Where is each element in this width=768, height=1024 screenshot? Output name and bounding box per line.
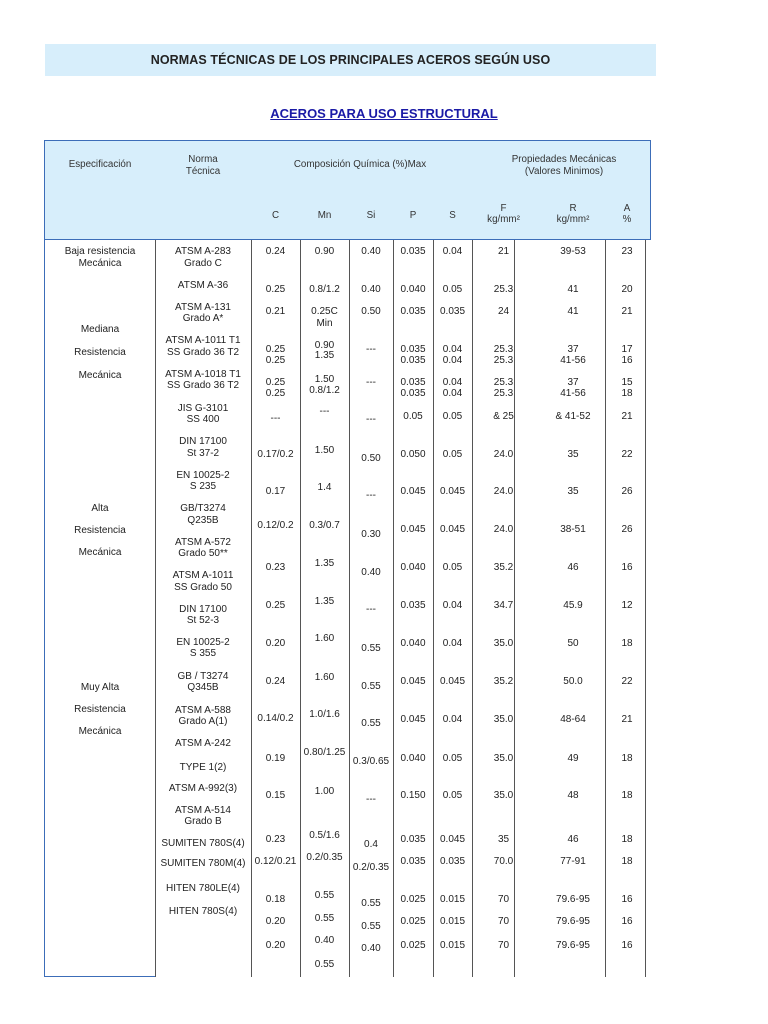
category-label: Resistencia [74, 704, 126, 715]
norm-label: ATSM A-242 [175, 738, 231, 749]
value-f: 70 [497, 894, 510, 905]
value-r: 39-53 [560, 246, 586, 257]
value-p: 0.045 [400, 676, 426, 687]
value-si: 0.40 [361, 943, 381, 954]
value-r: 77-91 [560, 856, 586, 867]
value-a: 18 [621, 388, 633, 399]
value-si: 0.40 [361, 246, 381, 257]
value-p: 0.035 [400, 246, 426, 257]
value-mn: 0.3/0.7 [309, 520, 340, 531]
value-si: 0.40 [361, 567, 381, 578]
value-r: 38-51 [560, 524, 586, 535]
header-unit-r: kg/mm² [556, 214, 590, 225]
value-f: 35 [497, 834, 510, 845]
norm-label: ATSM A-36 [177, 280, 229, 291]
value-mn: 1.50 [314, 445, 335, 456]
value-s: 0.05 [442, 411, 463, 422]
value-r: 79.6-95 [556, 940, 590, 951]
norm-label: DIN 17100 [179, 604, 227, 615]
norm-label: ATSM A-992(3) [168, 783, 238, 794]
value-mn: 1.0/1.6 [309, 709, 340, 720]
header-tecnica: Técnica [185, 166, 221, 177]
value-f: 24.0 [493, 449, 514, 460]
value-p: 0.050 [400, 449, 426, 460]
norm-label: JIS G-3101 [177, 403, 229, 414]
norm-label: ATSM A-514 [175, 805, 231, 816]
value-c: 0.18 [265, 894, 286, 905]
value-mn: 1.60 [314, 633, 335, 644]
value-s: 0.045 [439, 834, 466, 845]
value-a: 16 [621, 894, 633, 905]
norm-label: HITEN 780LE(4) [166, 883, 240, 894]
value-r: 50.0 [563, 676, 583, 687]
value-si: 0.3/0.65 [352, 756, 390, 767]
value-mn: 0.2/0.35 [306, 852, 343, 863]
header-especificacion: Especificación [68, 159, 132, 170]
value-si: --- [366, 377, 376, 388]
value-si: 0.4 [364, 839, 378, 850]
value-mn: 1.00 [314, 786, 335, 797]
norm-label: DIN 17100 [179, 436, 227, 447]
value-mn: 0.55 [314, 890, 335, 901]
value-s: 0.015 [439, 916, 466, 927]
header-col-mn: Mn [317, 210, 332, 221]
header-col-c: C [271, 210, 280, 221]
norm-label: St 37-2 [186, 448, 220, 459]
value-mn: 1.35 [314, 596, 335, 607]
value-s: 0.04 [442, 355, 463, 366]
value-p: 0.040 [400, 753, 426, 764]
page-title-banner [45, 44, 656, 76]
header-unit-a: % [622, 214, 632, 225]
value-s: 0.05 [442, 562, 463, 573]
value-c: 0.14/0.2 [257, 713, 294, 724]
value-s: 0.045 [439, 524, 466, 535]
value-s: 0.04 [442, 344, 463, 355]
value-a: 18 [621, 638, 633, 649]
value-si: --- [366, 490, 376, 501]
category-label: Mecánica [78, 370, 122, 381]
category-label: Mecánica [78, 547, 122, 558]
value-s: 0.04 [442, 714, 463, 725]
value-si: 0.55 [361, 643, 381, 654]
norm-label: SS Grado 36 T2 [166, 380, 240, 391]
value-f: 70 [497, 916, 510, 927]
value-s: 0.04 [442, 377, 463, 388]
value-r: 41 [567, 284, 579, 295]
value-mn: --- [319, 406, 330, 417]
value-s: 0.035 [439, 306, 466, 317]
value-si: 0.30 [361, 529, 381, 540]
value-s: 0.05 [442, 790, 463, 801]
value-si: 0.40 [361, 284, 381, 295]
value-p: 0.040 [400, 284, 426, 295]
header-col-f: F [500, 203, 507, 214]
norm-label: ATSM A-588 [175, 705, 231, 716]
value-a: 21 [621, 714, 633, 725]
value-s: 0.045 [439, 676, 466, 687]
category-label: Baja resistencia [64, 246, 136, 257]
value-c: 0.12/0.2 [257, 520, 294, 531]
norm-label: Grado 50** [178, 548, 228, 559]
value-f: 35.0 [493, 714, 514, 725]
value-a: 15 [621, 377, 633, 388]
value-r: 79.6-95 [556, 916, 590, 927]
value-mn: Min [316, 318, 333, 329]
value-c: 0.20 [265, 940, 286, 951]
norm-label: Q345B [187, 682, 219, 693]
value-r: & 41-52 [555, 411, 591, 422]
value-r: 48-64 [560, 714, 586, 725]
value-si: 0.50 [361, 453, 381, 464]
value-s: 0.05 [442, 284, 463, 295]
category-label: Muy Alta [80, 682, 120, 693]
value-a: 22 [621, 449, 633, 460]
value-a: 17 [621, 344, 633, 355]
steel-table [44, 140, 651, 977]
section-title-text: ACEROS PARA USO ESTRUCTURAL [270, 106, 498, 121]
value-c: 0.24 [265, 246, 286, 257]
value-a: 18 [621, 790, 633, 801]
value-si: 0.55 [361, 718, 381, 729]
column-divider [645, 240, 646, 977]
value-f: 25.3 [493, 355, 514, 366]
header-col-r: R [569, 203, 577, 214]
value-p: 0.035 [400, 834, 426, 845]
value-s: 0.015 [439, 940, 466, 951]
value-f: 24.0 [493, 524, 514, 535]
value-p: 0.035 [400, 856, 426, 867]
value-a: 22 [621, 676, 633, 687]
value-f: 70.0 [493, 856, 514, 867]
value-a: 12 [621, 600, 633, 611]
category-label: Mediana [80, 324, 120, 335]
value-r: 49 [567, 753, 579, 764]
value-p: 0.035 [400, 344, 426, 355]
value-c: 0.25 [265, 344, 286, 355]
value-si: 0.55 [361, 681, 381, 692]
value-r: 35 [567, 449, 579, 460]
value-c: 0.20 [265, 916, 286, 927]
norm-label: SUMITEN 780S(4) [161, 838, 245, 849]
header-col-a: A [623, 203, 631, 214]
category-label: Resistencia [74, 525, 126, 536]
value-p: 0.025 [400, 940, 426, 951]
value-r: 50 [567, 638, 579, 649]
value-a: 16 [621, 355, 633, 366]
value-r: 46 [567, 562, 579, 573]
value-c: 0.25 [265, 377, 286, 388]
value-si: --- [366, 414, 376, 425]
value-mn: 0.55 [314, 959, 335, 970]
value-s: 0.04 [442, 388, 463, 399]
norm-label: Q235B [187, 515, 219, 526]
value-c: 0.24 [265, 676, 286, 687]
norm-label: Grado B [184, 816, 222, 827]
value-s: 0.05 [442, 449, 463, 460]
header-col-si: Si [366, 210, 376, 221]
value-p: 0.035 [400, 355, 426, 366]
norm-label: ATSM A-1018 T1 [165, 369, 241, 380]
value-f: 35.0 [493, 638, 514, 649]
norm-label: SS Grado 50 [174, 582, 232, 593]
header-unit-f: kg/mm² [487, 214, 520, 225]
value-f: 25.3 [493, 284, 514, 295]
value-mn: 0.40 [314, 935, 335, 946]
page-title: NORMAS TÉCNICAS DE LOS PRINCIPALES ACEROS SEGÚN USO [150, 53, 551, 67]
category-label: Mecánica [78, 258, 122, 269]
value-si: --- [366, 794, 376, 805]
category-label: Alta [91, 503, 109, 514]
norm-label: GB / T3274 [177, 671, 229, 682]
norm-label: EN 10025-2 [176, 637, 230, 648]
value-mn: 0.5/1.6 [309, 830, 340, 841]
value-p: 0.035 [400, 600, 426, 611]
value-si: --- [366, 344, 376, 355]
value-f: 70 [497, 940, 510, 951]
value-p: 0.035 [400, 388, 426, 399]
value-c: 0.17 [265, 486, 286, 497]
value-f: 35.2 [493, 562, 514, 573]
value-si: 0.2/0.35 [352, 862, 390, 873]
value-r: 41 [567, 306, 579, 317]
value-mn: 1.60 [314, 672, 335, 683]
norm-label: GB/T3274 [180, 503, 226, 514]
value-c: 0.23 [265, 834, 286, 845]
value-c: 0.17/0.2 [257, 449, 294, 460]
value-a: 18 [621, 856, 633, 867]
value-s: 0.045 [439, 486, 466, 497]
norm-label: HITEN 780S(4) [168, 906, 238, 917]
value-p: 0.045 [400, 486, 426, 497]
value-p: 0.035 [400, 377, 426, 388]
norm-label: EN 10025-2 [176, 470, 230, 481]
norm-label: ATSM A-1011 [172, 570, 234, 581]
value-r: 48 [567, 790, 579, 801]
value-si: 0.50 [361, 306, 381, 317]
value-mn: 0.8/1.2 [309, 385, 340, 396]
value-mn: 0.55 [314, 913, 335, 924]
norm-label: ATSM A-283 [175, 246, 231, 257]
value-a: 21 [621, 411, 633, 422]
norm-label: SUMITEN 780M(4) [160, 858, 246, 869]
value-a: 16 [621, 916, 633, 927]
value-p: 0.150 [400, 790, 426, 801]
norm-label: Grado A* [182, 313, 224, 324]
norm-label: ATSM A-1011 T1 [165, 335, 241, 346]
norm-label: SS 400 [186, 414, 220, 425]
value-a: 26 [621, 486, 633, 497]
norm-label: S 355 [189, 648, 217, 659]
header-composicion: Composición Química (%)Max [293, 159, 427, 170]
value-mn: 0.90 [314, 340, 335, 351]
value-s: 0.04 [442, 638, 463, 649]
value-mn: 0.90 [314, 246, 335, 257]
value-c: 0.19 [265, 753, 286, 764]
value-p: 0.045 [400, 524, 426, 535]
value-r: 79.6-95 [556, 894, 590, 905]
value-s: 0.035 [439, 856, 466, 867]
value-p: 0.040 [400, 562, 426, 573]
value-p: 0.025 [400, 894, 426, 905]
header-col-p: P [409, 210, 417, 221]
value-c: 0.25 [265, 600, 286, 611]
value-r: 46 [567, 834, 579, 845]
value-s: 0.015 [439, 894, 466, 905]
value-a: 18 [621, 834, 633, 845]
header-norma: Norma [188, 154, 218, 165]
value-p: 0.045 [400, 714, 426, 725]
value-si: 0.55 [361, 898, 381, 909]
value-f: 35.0 [493, 753, 514, 764]
header-valores-minimos: (Valores Minimos) [524, 166, 604, 177]
category-label: Resistencia [74, 347, 126, 358]
norm-label: Grado A(1) [178, 716, 228, 727]
value-f: 21 [497, 246, 510, 257]
value-p: 0.035 [400, 306, 426, 317]
section-title [0, 106, 768, 121]
value-c: 0.23 [265, 562, 286, 573]
value-s: 0.05 [442, 753, 463, 764]
value-c: 0.25 [265, 355, 286, 366]
value-c: 0.25 [265, 284, 286, 295]
norm-label: ATSM A-572 [175, 537, 231, 548]
value-mn: 1.4 [317, 482, 332, 493]
value-c: 0.15 [265, 790, 286, 801]
value-s: 0.04 [442, 246, 463, 257]
value-a: 21 [621, 306, 633, 317]
value-f: 25.3 [493, 388, 514, 399]
norm-label: ATSM A-131 [175, 302, 231, 313]
value-mn: 0.25C [311, 306, 338, 317]
value-a: 20 [621, 284, 633, 295]
value-s: 0.04 [442, 600, 463, 611]
value-p: 0.05 [403, 411, 423, 422]
value-c: 0.25 [265, 388, 286, 399]
value-r: 35 [567, 486, 579, 497]
table-left-border [44, 240, 45, 977]
value-f: & 25 [493, 411, 514, 422]
value-c: 0.20 [265, 638, 286, 649]
value-f: 35.2 [493, 676, 514, 687]
value-mn: 1.35 [314, 350, 335, 361]
norm-label: SS Grado 36 T2 [166, 347, 240, 358]
value-mn: 1.50 [314, 374, 335, 385]
value-f: 24.0 [493, 486, 514, 497]
value-si: --- [366, 604, 376, 615]
value-a: 26 [621, 524, 633, 535]
value-r: 37 [567, 344, 579, 355]
value-p: 0.025 [400, 916, 426, 927]
value-a: 23 [621, 246, 633, 257]
value-a: 16 [621, 562, 633, 573]
value-r: 37 [567, 377, 579, 388]
value-r: 41-56 [560, 388, 586, 399]
value-f: 34.7 [493, 600, 514, 611]
value-r: 45.9 [563, 600, 583, 611]
value-f: 25.3 [493, 344, 514, 355]
header-propiedades: Propiedades Mecánicas [511, 154, 617, 165]
value-c: 0.12/0.21 [254, 856, 297, 867]
value-f: 35.0 [493, 790, 514, 801]
value-a: 18 [621, 753, 633, 764]
norm-label: S 235 [189, 481, 217, 492]
norm-label: TYPE 1(2) [179, 762, 227, 773]
value-c: 0.21 [265, 306, 286, 317]
norm-label: Grado C [184, 258, 222, 269]
value-mn: 0.80/1.25 [303, 747, 346, 758]
value-mn: 1.35 [314, 558, 335, 569]
value-r: 41-56 [560, 355, 586, 366]
value-a: 16 [621, 940, 633, 951]
value-p: 0.040 [400, 638, 426, 649]
value-mn: 0.8/1.2 [309, 284, 340, 295]
value-f: 25.3 [493, 377, 514, 388]
value-si: 0.55 [361, 921, 381, 932]
value-c: --- [270, 413, 281, 424]
table-bottom-border [44, 976, 155, 977]
category-label: Mecánica [78, 726, 122, 737]
value-f: 24 [497, 306, 510, 317]
norm-label: St 52-3 [186, 615, 220, 626]
header-col-s: S [449, 210, 456, 221]
